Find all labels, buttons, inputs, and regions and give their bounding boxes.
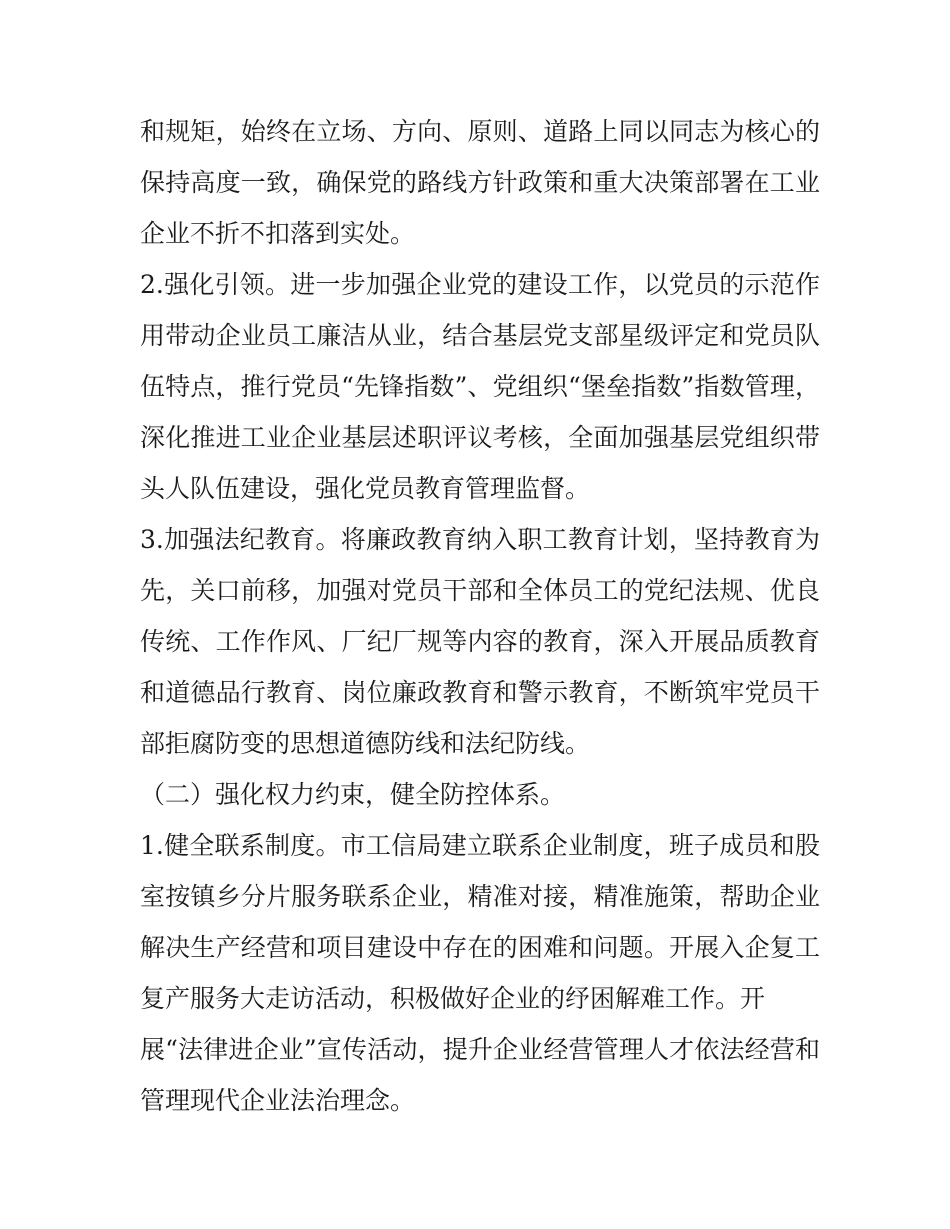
text-line: 先，关口前移，加强对党员干部和全体员工的党纪法规、优良 — [140, 576, 820, 605]
text-line: 和规矩，始终在立场、方向、原则、道路上同以同志为核心的 — [140, 117, 820, 146]
section-heading: （二）强化权力约束，健全防控体系。 — [140, 780, 566, 809]
text-line: 传统、工作作风、厂纪厂规等内容的教育，深入开展品质教育 — [140, 627, 820, 656]
text-line: 用带动企业员工廉洁从业，结合基层党支部星级评定和党员队 — [140, 321, 820, 350]
text-line: 头人队伍建设，强化党员教育管理监督。 — [140, 474, 591, 503]
text-line: 复产服务大走访活动，积极做好企业的纾困解难工作。开 — [140, 984, 766, 1013]
text-line: 室按镇乡分片服务联系企业，精准对接，精准施策，帮助企业 — [140, 882, 820, 911]
text-line: 和道德品行教育、岗位廉政教育和警示教育，不断筑牢党员干 — [140, 678, 820, 707]
text-line: 1.健全联系制度。市工信局建立联系企业制度，班子成员和股 — [140, 831, 820, 860]
text-line: 2.强化引领。进一步加强企业党的建设工作，以党员的示范作 — [140, 270, 820, 299]
text-line: 展“法律进企业”宣传活动，提升企业经营管理人才依法经营和 — [140, 1035, 820, 1064]
text-line: 深化推进工业企业基层述职评议考核，全面加强基层党组织带 — [140, 423, 820, 452]
text-line: 解决生产经营和项目建设中存在的困难和问题。开展入企复工 — [140, 933, 820, 962]
text-line: 管理现代企业法治理念。 — [140, 1086, 416, 1115]
text-line: 伍特点，推行党员“先锋指数”、党组织“堡垒指数”指数管理， — [140, 372, 820, 401]
text-line: 保持高度一致，确保党的路线方针政策和重大决策部署在工业 — [140, 168, 820, 197]
text-line: 企业不折不扣落到实处。 — [140, 219, 416, 248]
text-line: 3.加强法纪教育。将廉政教育纳入职工教育计划，坚持教育为 — [140, 525, 820, 554]
text-line: 部拒腐防变的思想道德防线和法纪防线。 — [140, 729, 591, 758]
document-body — [140, 106, 820, 1126]
